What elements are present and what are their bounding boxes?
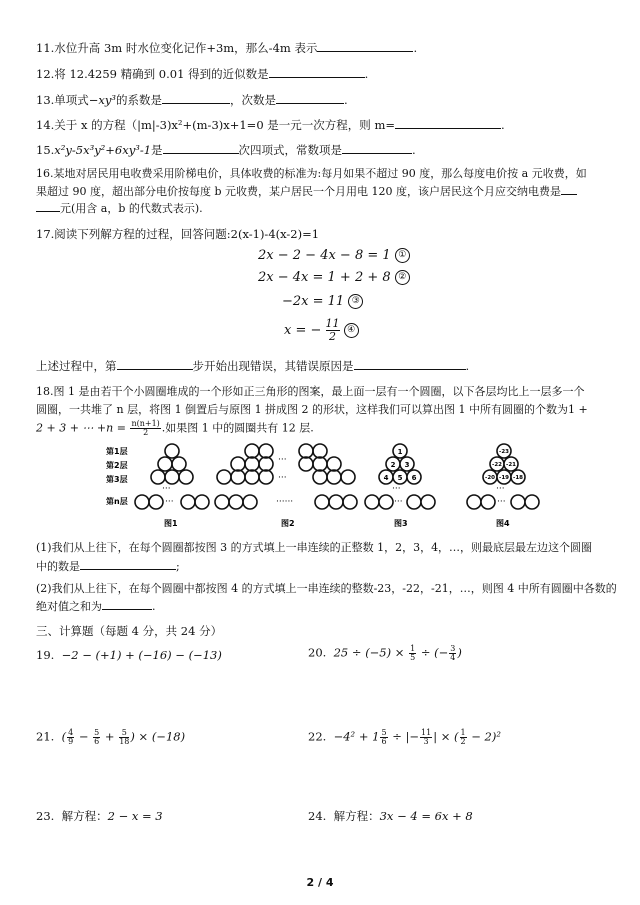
fraction: $\frac{5}{6}$: [94, 728, 100, 746]
question-13: 13.单项式−xy³的系数是 ，次数是 .: [36, 93, 348, 107]
circle: [245, 457, 259, 471]
answer-blank: [317, 40, 413, 52]
figure-label: 图2: [281, 519, 295, 528]
circle: [259, 444, 273, 458]
circle: [158, 457, 172, 471]
layer-label: 第3层: [106, 475, 128, 484]
problem-20: 20. 25 ÷ (−5) × $\frac{1}{5}$ ÷ (− $\frac{3}{4}$ ): [308, 644, 462, 662]
circle: [179, 470, 193, 484]
circle-number: -19: [499, 475, 509, 481]
circle: [467, 495, 481, 509]
question-16-line3: 元(用含 a，b 的代数式表示).: [36, 200, 203, 216]
circle: [343, 495, 357, 509]
step-3: −2x = 11 ③: [282, 294, 363, 309]
question-12: 12.将 12.4259 精确到 0.01 得到的近似数是 .: [36, 67, 369, 81]
step-4: x = − $\frac{11}{2}$ ④: [284, 318, 359, 343]
fraction: $\frac{11}{2}$: [325, 317, 340, 343]
step-marker: ④: [344, 323, 359, 338]
circle: [259, 470, 273, 484]
circle: [165, 470, 179, 484]
circle: [329, 495, 343, 509]
problem-24: 24. 解方程：3x − 4 = 6x + 8: [308, 809, 473, 823]
ellipsis: ···: [497, 497, 506, 507]
answer-blank: [36, 200, 60, 212]
circle: [315, 495, 329, 509]
question-14: 14.关于 x 的方程（|m|-3)x²+(m-3)x+1=0 是一元一次方程，则 m= .: [36, 118, 505, 132]
question-18-sub2-line2: 绝对值之和为 .: [36, 600, 156, 613]
question-18-line2: 圆圈，一共堆了 n 层，将图 1 倒置后与原图 1 拼成图 2 的形状，这样我们可以算出图 1 中所有圆圈的个数为1 +: [36, 403, 588, 416]
circle: [215, 495, 229, 509]
circle: [313, 470, 327, 484]
answer-blank: [354, 358, 466, 370]
ellipsis: ······: [276, 497, 294, 507]
circle-number: -22: [492, 462, 502, 468]
fraction: $\frac{5}{6}$: [381, 728, 387, 746]
figure-2-labels: [276, 455, 295, 528]
circle-number: 4: [383, 474, 389, 482]
fraction: $\frac{1}{2}$: [460, 728, 466, 746]
circle-figures: [96, 440, 546, 535]
ellipsis: ···: [278, 455, 287, 465]
step-2: 2x − 4x = 1 + 2 + 8 ②: [258, 270, 410, 285]
question-18-line3: 2 + 3 + ⋯ +n = $\frac{n(n+1)}{2}$ .如果图 1 中的圆圈共有 12 层.: [36, 419, 314, 437]
circle: [135, 495, 149, 509]
question-16-line1: 16.某地对居民用电收费采用阶梯电价，具体收费的标准为:每月如果不超过 90 度，那么每度电价按 a 元收费，如: [36, 167, 587, 180]
circle: [313, 444, 327, 458]
circle-number: -18: [513, 475, 523, 481]
figure-label: 图1: [164, 519, 178, 528]
circle-number: 1: [397, 448, 403, 456]
figure-1: [106, 444, 209, 528]
problem-21: 21. ( $\frac{4}{9}$ − $\frac{5}{6}$ + $\frac{5}{18}$ ) × (−18): [36, 728, 186, 746]
circle-number: 2: [390, 461, 396, 469]
circle: [525, 495, 539, 509]
problem-19: 19. −2 − (+1) + (−16) − (−13): [36, 648, 222, 662]
circle: [341, 470, 355, 484]
layer-label: 第2层: [106, 461, 128, 470]
circle: [151, 470, 165, 484]
figure-label: 图4: [496, 519, 510, 528]
circle: [149, 495, 163, 509]
circle-number: 3: [404, 461, 410, 469]
circle: [165, 444, 179, 458]
circle: [181, 495, 195, 509]
ellipsis: ···: [496, 484, 505, 494]
answer-blank: [276, 92, 344, 104]
circle: [299, 444, 313, 458]
circle: [365, 495, 379, 509]
fraction: $\frac{1}{5}$: [410, 644, 416, 662]
circle: [511, 495, 525, 509]
section-title: 三、计算题（每题 4 分，共 24 分）: [36, 624, 223, 638]
circle: [259, 457, 273, 471]
question-17-answer: 上述过程中，第 步开始出现错误，其错误原因是 .: [36, 359, 470, 373]
step-1: 2x − 2 − 4x − 8 = 1 ①: [258, 248, 410, 263]
circle: [327, 470, 341, 484]
circle: [195, 495, 209, 509]
step-marker: ②: [395, 270, 410, 285]
page-number: 2 / 4: [306, 876, 334, 889]
fraction: $\frac{n(n+1)}{2}$: [131, 419, 160, 437]
step-marker: ①: [395, 248, 410, 263]
circle: [421, 495, 435, 509]
fraction: $\frac{4}{9}$: [68, 728, 74, 746]
circle-number: -21: [506, 462, 516, 468]
answer-blank: [163, 142, 239, 154]
question-18-line1: 18.图 1 是由若干个小圆圈堆成的一个形如正三角形的图案，最上面一层有一个圆圈，以下各层均比上一层多一个: [36, 385, 585, 398]
question-16-line2: 果超过 90 度，超出部分电价按每度 b 元收费，某户居民一个月用电 120 度，该户居民这个月应交纳电费是: [36, 183, 577, 199]
answer-blank: [395, 117, 501, 129]
fraction: $\frac{11}{3}$: [421, 728, 432, 746]
question-18-sub1-line1: (1)我们从上往下，在每个圆圈都按图 3 的方式填上一串连续的正整数 1，2，3，4，…，则最底层最左边这个圆圈: [36, 541, 593, 554]
ellipsis: ···: [165, 497, 174, 507]
circle: [217, 470, 231, 484]
ellipsis: ···: [394, 497, 403, 507]
figure-3: [365, 444, 435, 528]
answer-blank: [561, 183, 577, 195]
answer-blank: [102, 598, 152, 610]
layer-label: 第1层: [106, 447, 128, 456]
circle: [481, 495, 495, 509]
circle: [231, 457, 245, 471]
question-15: 15.x²y-5x³y²+6xy³-1是 次四项式，常数项是 .: [36, 143, 416, 157]
circle: [407, 495, 421, 509]
circle: [327, 457, 341, 471]
layer-label: 第n层: [106, 497, 128, 506]
circle-number: -20: [485, 475, 495, 481]
circle-number: -23: [499, 449, 509, 455]
question-18-sub2-line1: (2)我们从上往下，在每个圆圈中都按图 4 的方式填上一串连续的整数-23，-22，-21，…，则图 4 中所有圆圈中各数的: [36, 582, 617, 595]
circle: [245, 470, 259, 484]
circle: [245, 444, 259, 458]
ellipsis: ···: [162, 484, 171, 494]
fraction: $\frac{3}{4}$: [450, 644, 456, 662]
circle-number: 5: [397, 474, 403, 482]
step-marker: ③: [348, 294, 363, 309]
problem-22: 22. −4² + 1 $\frac{5}{6}$ ÷ |− $\frac{11}{3}$ | × ( $\frac{1}{2}$ − 2)²: [308, 728, 501, 746]
circle-number: 6: [411, 474, 417, 482]
ellipsis: ···: [392, 484, 401, 494]
answer-blank: [117, 358, 193, 370]
fraction: $\frac{5}{18}$: [119, 728, 130, 746]
circle: [229, 495, 243, 509]
answer-blank: [162, 92, 230, 104]
circle: [231, 470, 245, 484]
question-17-intro: 17.阅读下列解方程的过程，回答问题:2(x-1)-4(x-2)=1: [36, 227, 320, 241]
answer-blank: [342, 142, 412, 154]
figure-label: 图3: [394, 519, 408, 528]
circle: [379, 495, 393, 509]
answer-blank: [269, 66, 365, 78]
circle: [243, 495, 257, 509]
figure-4: [467, 444, 539, 528]
circle: [172, 457, 186, 471]
answer-blank: [80, 558, 176, 570]
circle: [299, 457, 313, 471]
circle: [313, 457, 327, 471]
problem-23: 23. 解方程：2 − x = 3: [36, 809, 163, 823]
question-18-sub1-line2: 中的数是 ;: [36, 560, 180, 573]
ellipsis: ···: [278, 473, 287, 483]
question-11: 11.水位升高 3m 时水位变化记作+3m，那么-4m 表示 .: [36, 41, 418, 55]
